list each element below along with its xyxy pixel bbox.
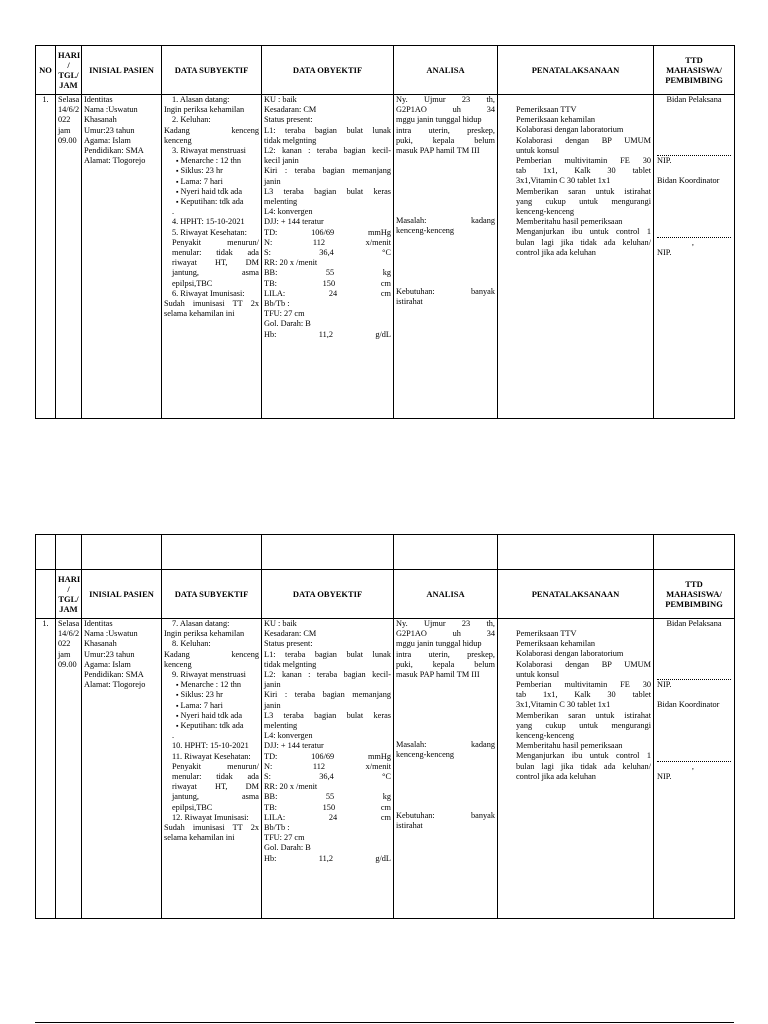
cell-subyektif: 1. Alasan datang: Ingin periksa kehamilan 2. Keluhan: Kadang kenceng kenceng 3. Riwayat menstruasi ▪ Menarche : 12 thn ▪ Siklus: 23 hr ▪ Lama: 7 hari ▪ Nyeri haid tdk ada ▪ Keputihan: tdk ada . 4. HPHT: 15-10-2021 5. Riwayat Kesehatan: Penyakit menurun/ menular: tidak ada riwayat HT, DM jantung, asma epilpsi,TBC 6. Riwayat Imunisasi: Sudah imunisasi TT 2x selama kehamilan ini — [162, 95, 262, 419]
ttd-nip: NIP. — [657, 156, 672, 166]
ttd-koordinator: Bidan Koordinator — [657, 700, 720, 710]
header-subyektif: DATA SUBYEKTIF — [162, 46, 262, 95]
header-hari: HARI / TGL/ JAM — [56, 570, 82, 619]
cell-hari: Selasa 14/6/2 022 jam 09.00 — [56, 95, 82, 419]
ttd-nip: NIP. — [657, 247, 672, 257]
cell-inisial: Identitas Nama :Uswatun Khasanah Umur:23 tahun Agama: Islam Pendidikan: SMA Alamat: Tlogorejo — [82, 619, 162, 919]
cell-analisa: Ny. Ujmur 23 th, G2P1AO uh 34 mggu janin tunggal hidup intra uterin, preskep, puki, kepala belum masuk PAP hamil TM III Masalah: kadang kenceng-kenceng Kebutuhan: banyak istirahat — [394, 619, 498, 919]
page-bottom-rule — [35, 1022, 734, 1023]
cell-hari: Selasa 14/6/2 022 jam 09.00 — [56, 619, 82, 919]
ttd-pelaksana: Bidan Pelaksana — [666, 619, 722, 628]
header-subyektif: DATA SUBYEKTIF — [162, 570, 262, 619]
header-penatalaksanaan: PENATALAKSANAAN — [498, 46, 654, 95]
cell-subyektif: 7. Alasan datang: Ingin periksa kehamilan 8. Keluhan: Kadang kenceng kenceng 9. Riwayat menstruasi ▪ Menarche : 12 thn ▪ Siklus: 23 hr ▪ Lama: 7 hari ▪ Nyeri haid tdk ada ▪ Keputihan: tdk ada . 10. HPHT: 15-10-2021 11. Riwayat Kesehatan: Penyakit menurun/ menular: tidak ada riwayat HT, DM jantung, asma epilpsi,TBC 12. Riwayat Imunisasi: Sudah imunisasi TT 2x selama kehamilan ini — [162, 619, 262, 919]
cell-obyektif: KU : baik Kesadaran: CM Status present: L1: teraba bagian bulat lunak tidak melgnting L2: kanan : teraba bagian kecil- janin Kiri : teraba bagian memanjang janin L3 teraba bagian bulat keras melenting L4: konvergen DJJ: + 144 teratur TD: 106/69 mmHg N: 112 x/menit S: 36,4 °C RR: 20 x /menit BB: 55 kg TB: 150 cm LILA: 24 cm Bb/Tb : TFU: 27 cm Gol. Darah: B Hb: 11,2 g/dL — [262, 619, 394, 919]
table-header-row — [36, 570, 735, 619]
table-header-row — [36, 46, 735, 95]
cell-obyektif: KU : baik Kesadaran: CM Status present: L1: teraba bagian bulat lunak tidak melgnting L2: kanan : teraba bagian kecil- kecil janin Kiri : teraba bagian memanjang janin L3 teraba bagian bulat keras melenting L4: konvergen DJJ: + 144 teratur TD: 106/69 mmHg N: 112 x/menit S: 36,4 °C RR: 20 x /menit BB: 55 kg TB: 150 cm LILA: 24 cm Bb/Tb : TFU: 27 cm Gol. Darah: B Hb: 11,2 g/dL — [262, 95, 394, 419]
table-row — [36, 619, 735, 919]
ttd-nip: NIP. — [657, 680, 672, 690]
header-ttd: TTD MAHASISWA/ PEMBIMBING — [654, 570, 735, 619]
header-ttd: TTD MAHASISWA/ PEMBIMBING — [654, 46, 735, 95]
header-hari: HARI / TGL/ JAM — [56, 46, 82, 95]
cell-no: 1. — [36, 619, 56, 919]
record-table-2 — [35, 534, 735, 919]
header-analisa: ANALISA — [394, 46, 498, 95]
table-blank-row — [36, 535, 735, 570]
cell-analisa: Ny. Ujmur 23 th, G2P1AO uh 34 mggu janin tunggal hidup intra uterin, preskep, puki, kepala belum masuk PAP hamil TM III Masalah: kadang kenceng-kenceng Kebutuhan: banyak istirahat — [394, 95, 498, 419]
header-no — [36, 570, 56, 619]
cell-inisial: Identitas Nama :Uswatun Khasanah Umur:23 tahun Agama: Islam Pendidikan: SMA Alamat: Tlogorejo — [82, 95, 162, 419]
header-no: NO — [36, 46, 56, 95]
cell-penatalaksanaan: Pemeriksaan TTV Pemeriksaan kehamilan Kolaborasi dengan laboratorium Kolaborasi dengan BP UMUM untuk konsul Pemberian multivitamin FE 30 tab 1x1, Kalk 30 tablet 3x1,Vitamin C 30 tablet 1x1 Memberikan saran untuk istirahat yang cukup untuk mengurangi kenceng-kenceng Memberitahu hasil pemeriksaan Menganjurkan ibu untuk control 1 bulan lagi jika tidak ada keluhan/ control jika ada keluhan — [498, 619, 654, 919]
ttd-nip: NIP. — [657, 771, 672, 781]
cell-ttd: Bidan Pelaksana NIP. Bidan Koordinator , NIP. — [654, 619, 735, 919]
record-table-1 — [35, 45, 735, 419]
header-inisial: INISIAL PASIEN — [82, 570, 162, 619]
cell-penatalaksanaan: Pemeriksaan TTV Pemeriksaan kehamilan Kolaborasi dengan laboratorium Kolaborasi dengan BP UMUM untuk konsul Pemberian multivitamin FE 30 tab 1x1, Kalk 30 tablet 3x1,Vitamin C 30 tablet 1x1 Memberikan saran untuk istirahat yang cukup untuk mengurangi kenceng-kenceng Memberitahu hasil pemeriksaan Menganjurkan ibu untuk control 1 bulan lagi jika tidak ada keluhan/ control jika ada keluhan — [498, 95, 654, 419]
ttd-koordinator: Bidan Koordinator — [657, 176, 720, 186]
header-inisial: INISIAL PASIEN — [82, 46, 162, 95]
header-analisa: ANALISA — [394, 570, 498, 619]
ttd-pelaksana: Bidan Pelaksana — [666, 95, 722, 104]
cell-no: 1. — [36, 95, 56, 419]
cell-ttd: Bidan Pelaksana NIP. Bidan Koordinator , NIP. — [654, 95, 735, 419]
header-penatalaksanaan: PENATALAKSANAAN — [498, 570, 654, 619]
header-obyektif: DATA OBYEKTIF — [262, 570, 394, 619]
table-row — [36, 95, 735, 419]
header-obyektif: DATA OBYEKTIF — [262, 46, 394, 95]
